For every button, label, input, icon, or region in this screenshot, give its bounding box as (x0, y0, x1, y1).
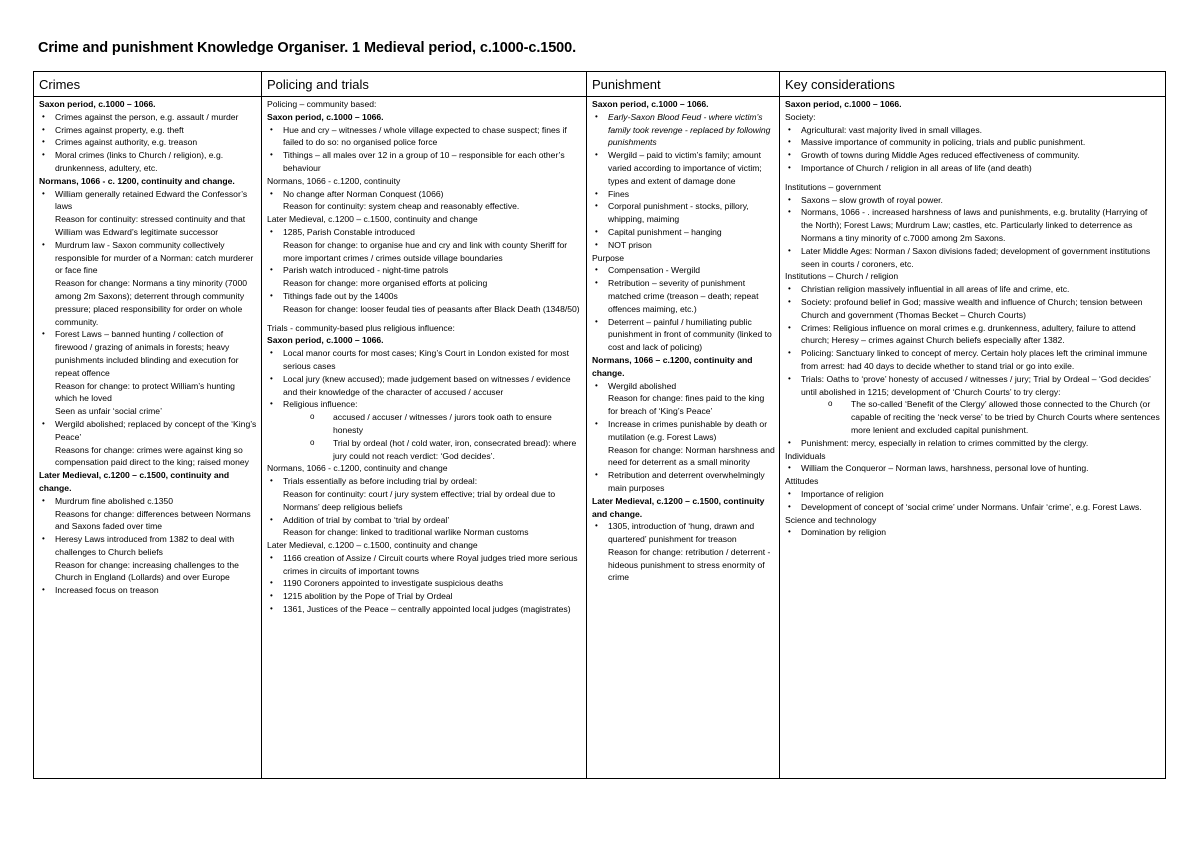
bullet-icon: • (42, 124, 45, 134)
section-label: Institutions – Church / religion (785, 271, 899, 282)
bullet-item (592, 239, 775, 252)
bullet-item (785, 437, 1161, 450)
period-heading: Normans, 1066 - c. 1200, continuity and change. (39, 175, 235, 186)
bullet-item (39, 495, 257, 508)
reason-text: Reason for change: increasing challenges to the Church in England (Lollards) and over Europe (55, 559, 239, 583)
bullet-icon: • (270, 290, 273, 300)
bullet-text: Christian religion massively influential in all areas of life and crime, etc. (801, 284, 1070, 295)
bullet-icon: • (788, 463, 791, 473)
bullet-text: Trials essentially as before including trial by ordeal: (283, 476, 478, 487)
section-label: Normans, 1066 - c.1200, continuity and change (267, 463, 448, 474)
reason-text: Reason for change: retribution / deterrent - hideous punishment to stress enormity of crime (608, 546, 771, 583)
reason-text: Reason for continuity: system cheap and reasonably effective. (283, 201, 520, 212)
bullet-text: 1285, Parish Constable introduced (283, 226, 415, 237)
bullet-icon: • (595, 111, 598, 121)
bullet-text: Importance of Church / religion in all areas of life (and death) (801, 162, 1032, 173)
bullet-icon: • (270, 188, 273, 198)
bullet-text: Deterrent – painful / humiliating public punishment in front of community (linked to cost and lack of policing) (608, 316, 772, 353)
reason-text: Seen as unfair ‘social crime’ (55, 406, 162, 417)
bullet-text: Development of concept of ‘social crime’ under Normans. Unfair ‘crime’, e.g. Forest Laws. (801, 501, 1142, 512)
bullet-item (592, 264, 775, 277)
bullet-item (785, 206, 1161, 244)
bullet-icon: • (270, 604, 273, 614)
sub-bullet-item (785, 398, 1161, 436)
reason-text: Reasons for change: differences between Normans and Saxons faded over time (55, 508, 251, 532)
bullet-item (267, 226, 582, 239)
bullet-icon: • (42, 137, 45, 147)
bullet-item (39, 188, 257, 214)
bullet-item (39, 328, 257, 379)
bullet-item (785, 136, 1161, 149)
bullet-icon: • (788, 437, 791, 447)
bullet-text: 1361, Justices of the Peace – centrally appointed local judges (magistrates) (283, 604, 571, 615)
period-heading: Later Medieval, c.1200 – c.1500, continuity and change. (592, 495, 765, 519)
bullet-item (39, 136, 257, 149)
bullet-item (785, 149, 1161, 162)
bullet-item (785, 283, 1161, 296)
reason-text: Reason for change: fines paid to the king for breach of ‘King’s Peace’ (608, 393, 765, 417)
bullet-text: Heresy Laws introduced from 1382 to deal with challenges to Church beliefs (55, 534, 235, 557)
bullet-item (592, 380, 775, 393)
bullet-text: Tithings – all males over 12 in a group of 10 – responsible for each other’s behaviour (283, 150, 565, 173)
bullet-text: The so-called ‘Benefit of the Clergy’ allowed those connected to the Church (or capable of reciting the ‘neck verse’ to be tried by Church Courts where sentences more lenient and excluded capital punishment. (851, 399, 1160, 435)
bullet-icon: • (595, 201, 598, 211)
section-label: Policing – community based: (267, 99, 377, 109)
crimes-content (39, 98, 257, 776)
bullet-text: 1305, introduction of ‘hung, drawn and quartered’ punishment for treason (608, 521, 755, 545)
bullet-text: Society: profound belief in God; massive wealth and influence of Church; tension between Church and government (Thomas Becket – Church Courts) (801, 296, 1143, 320)
bullet-item (785, 194, 1161, 207)
bullet-text: Later Middle Ages: Norman / Saxon divisions faded; development of government institutions seen in courts / coroners, etc. (801, 245, 1151, 269)
section-label: Later Medieval, c.1200 – c.1500, continuity and change (267, 214, 478, 225)
sub-bullet-icon: o (310, 412, 315, 422)
header-punishment: Punishment (587, 72, 780, 97)
bullet-item (785, 462, 1161, 475)
bullet-icon: • (788, 348, 791, 358)
bullet-text: Hue and cry – witnesses / whole village expected to chase suspect; fines if failed to do so: no organised police force (283, 124, 567, 148)
section-label: Science and technology (785, 514, 877, 525)
bullet-icon: • (595, 239, 598, 249)
bullet-item (592, 316, 775, 354)
bullet-item (592, 277, 775, 315)
section-label: Institutions – government (785, 181, 882, 192)
bullet-text: Murdrum law - Saxon community collectively responsible for murder of a Norman: catch murderer or face fine (55, 239, 254, 276)
bullet-icon: • (788, 488, 791, 498)
bullet-icon: • (595, 418, 598, 428)
organiser-table (33, 71, 1166, 779)
section-label: Society: (785, 111, 816, 122)
bullet-icon: • (595, 265, 598, 275)
bullet-item (267, 290, 582, 303)
bullet-icon: • (788, 322, 791, 332)
bullet-text: Importance of religion (801, 488, 884, 499)
bullet-text: William the Conqueror – Norman laws, harshness, personal love of hunting. (801, 463, 1089, 474)
bullet-icon: • (788, 373, 791, 383)
bullet-icon: • (42, 585, 45, 595)
bullet-text: Crimes against the person, e.g. assault / murder (55, 111, 239, 122)
bullet-icon: • (270, 552, 273, 562)
bullet-item (592, 469, 775, 495)
bullet-item (39, 418, 257, 444)
bullet-text: Forest Laws – banned hunting / collection of firewood / grazing of animals in forests; heavy punishments included blinding and execution for repeat offence (55, 329, 239, 378)
bullet-text: Normans, 1066 - . increased harshness of laws and punishments, e.g. brutality (Harrying of the North); Forest Laws; Murdrum Law; castles, etc. Particularly linked to deterrence as Normans a tiny minority of c.7000 among 2m Saxons. (801, 207, 1148, 243)
section-label: Individuals (785, 450, 826, 461)
sub-bullet-icon: o (828, 399, 833, 409)
key-considerations-column (780, 97, 1166, 779)
bullet-text: Early-Saxon Blood Feud - where victim’s family took revenge - replaced by following punishments (608, 111, 771, 148)
bullet-text: 1215 abolition by the Pope of Trial by Ordeal (283, 591, 453, 602)
page-title: Crime and punishment Knowledge Organiser. 1 Medieval period, c.1000-c.1500. (38, 40, 577, 56)
bullet-item (267, 514, 582, 527)
bullet-icon: • (788, 527, 791, 537)
bullet-text: No change after Norman Conquest (1066) (283, 188, 444, 199)
bullet-text: Retribution – severity of punishment matched crime (treason – death; repeat offences maiming, etc.) (608, 278, 759, 314)
period-heading: Later Medieval, c.1200 – c.1500, continuity and change. (39, 470, 230, 493)
header-row (34, 72, 1166, 97)
bullet-icon: • (595, 188, 598, 198)
reason-text: Reason for change: Norman harshness and need for deterrent as a small minority (608, 444, 775, 468)
bullet-text: Parish watch introduced - night-time patrols (283, 265, 449, 276)
bullet-icon: • (788, 296, 791, 306)
bullet-icon: • (788, 124, 791, 134)
sub-bullet-item (267, 437, 582, 463)
bullet-text: Moral crimes (links to Church / religion), e.g. drunkenness, adultery, etc. (55, 150, 224, 173)
period-heading: Normans, 1066 – c.1200, continuity and change. (592, 354, 753, 378)
bullet-icon: • (270, 124, 273, 134)
bullet-text: Massive importance of community in policing, trials and public punishment. (801, 137, 1086, 148)
bullet-item (785, 124, 1161, 137)
bullet-text: William generally retained Edward the Confessor’s laws (55, 188, 248, 212)
bullet-text: 1190 Coroners appointed to investigate suspicious deaths (283, 578, 504, 589)
bullet-item (267, 398, 582, 411)
content-row (34, 97, 1166, 779)
bullet-text: Trials: Oaths to ‘prove’ honesty of accused / witnesses / jury; Trial by Ordeal – ‘God decides’ until abolished in 1215; development of ‘Church Courts’ to try clergy: (801, 373, 1151, 397)
bullet-item (267, 149, 582, 175)
crimes-column (34, 97, 262, 779)
bullet-text: Growth of towns during Middle Ages reduced effectiveness of community. (801, 150, 1080, 161)
bullet-text: Capital punishment – hanging (608, 226, 722, 237)
section-label: Purpose (592, 252, 625, 263)
bullet-icon: • (270, 226, 273, 236)
period-heading: Saxon period, c.1000 – 1066. (39, 99, 156, 109)
bullet-icon: • (42, 188, 45, 198)
bullet-item (39, 111, 257, 124)
key-considerations-content (785, 98, 1161, 776)
bullet-text: Fines (608, 188, 630, 199)
bullet-icon: • (42, 239, 45, 249)
bullet-item (785, 373, 1161, 399)
bullet-icon: • (788, 162, 791, 172)
bullet-icon: • (788, 137, 791, 147)
bullet-item (785, 245, 1161, 271)
bullet-icon: • (270, 578, 273, 588)
bullet-icon: • (595, 470, 598, 480)
bullet-icon: • (595, 226, 598, 236)
reason-text: Reason for continuity: court / jury system effective; trial by ordeal due to Normans’ deep religious beliefs (283, 488, 556, 512)
bullet-item (592, 149, 775, 187)
policing-content (267, 98, 582, 776)
bullet-item (267, 347, 582, 373)
bullet-text: Increase in crimes punishable by death or mutilation (e.g. Forest Laws) (608, 418, 768, 442)
bullet-text: Increased focus on treason (55, 585, 159, 596)
bullet-icon: • (270, 399, 273, 409)
bullet-icon: • (270, 348, 273, 358)
bullet-icon: • (788, 284, 791, 294)
bullet-icon: • (595, 150, 598, 160)
section-label: Normans, 1066 - c.1200, continuity (267, 175, 401, 186)
bullet-text: 1166 creation of Assize / Circuit courts where Royal judges tried more serious crimes in circuits of important towns (283, 552, 578, 576)
sub-bullet-item (267, 411, 582, 437)
bullet-text: Corporal punishment - stocks, pillory, whipping, maiming (608, 201, 749, 225)
bullet-item (592, 188, 775, 201)
period-heading: Saxon period, c.1000 – 1066. (592, 99, 709, 109)
bullet-item (39, 533, 257, 559)
bullet-text: Wergild abolished (608, 380, 677, 391)
bullet-item (267, 124, 582, 150)
bullet-item (267, 590, 582, 603)
bullet-item (785, 501, 1161, 514)
bullet-text: Addition of trial by combat to ‘trial by ordeal’ (283, 514, 450, 525)
bullet-item (267, 373, 582, 399)
period-heading: Saxon period, c.1000 – 1066. (267, 335, 384, 346)
reason-text: Reason for change: linked to traditional warlike Norman customs (283, 527, 529, 538)
bullet-item (39, 149, 257, 175)
reason-text: Reason for change: more organised efforts at policing (283, 278, 488, 289)
policing-column (262, 97, 587, 779)
bullet-text: Crimes against authority, e.g. treason (55, 137, 198, 148)
bullet-text: Domination by religion (801, 527, 887, 538)
bullet-icon: • (42, 534, 45, 544)
bullet-icon: • (595, 278, 598, 288)
bullet-icon: • (42, 495, 45, 505)
bullet-icon: • (595, 380, 598, 390)
reason-text: Reason for change: to organise hue and cry and link with county Sheriff for more important crimes / crimes outside village boundaries (283, 239, 568, 263)
bullet-text: Wergild abolished; replaced by concept of the ‘King’s Peace’ (55, 418, 257, 442)
bullet-text: Local jury (knew accused); made judgement based on witnesses / evidence and their knowledge of the character of accused / accuser (283, 373, 571, 397)
bullet-item (39, 584, 257, 597)
bullet-icon: • (788, 501, 791, 511)
bullet-icon: • (42, 150, 45, 160)
bullet-icon: • (595, 316, 598, 326)
bullet-icon: • (788, 194, 791, 204)
bullet-icon: • (270, 476, 273, 486)
bullet-text: Crimes against property, e.g. theft (55, 124, 184, 135)
period-heading: Saxon period, c.1000 – 1066. (785, 99, 902, 109)
bullet-item (267, 188, 582, 201)
sub-bullet-icon: o (310, 437, 315, 447)
bullet-item (592, 200, 775, 226)
bullet-icon: • (788, 150, 791, 160)
bullet-text: Compensation - Wergild (608, 265, 701, 276)
bullet-icon: • (270, 150, 273, 160)
punishment-content (592, 98, 775, 776)
bullet-item (785, 322, 1161, 348)
bullet-icon: • (42, 111, 45, 121)
bullet-item (267, 603, 582, 616)
bullet-text: Policing: Sanctuary linked to concept of mercy. Certain holy places left the criminal immune from arrest: had 40 days to decide whether to stand trial or go into exile. (801, 348, 1148, 371)
bullet-item (267, 577, 582, 590)
header-key-considerations: Key considerations (780, 72, 1166, 97)
bullet-item (39, 239, 257, 277)
bullet-item (785, 347, 1161, 373)
bullet-icon: • (270, 591, 273, 601)
reason-text: Reason for change: Normans a tiny minority (7000 among 2m Saxons); deterrent through community pressure; placed responsibility for order on whole community. (55, 278, 248, 327)
bullet-text: Wergild – paid to victim’s family; amount varied according to importance of victim; types and extent of damage done (608, 150, 762, 186)
bullet-text: Tithings fade out by the 1400s (283, 290, 398, 301)
bullet-item (267, 552, 582, 578)
punishment-column (587, 97, 780, 779)
bullet-text: Retribution and deterrent overwhelmingly main purposes (608, 470, 765, 493)
reason-text: Reason for change: to protect William’s hunting which he loved (55, 380, 235, 404)
section-label: Attitudes (785, 476, 819, 487)
bullet-item (785, 162, 1161, 175)
bullet-icon: • (42, 329, 45, 339)
bullet-icon: • (788, 245, 791, 255)
bullet-text: Agricultural: vast majority lived in small villages. (801, 124, 983, 135)
bullet-item (267, 264, 582, 277)
bullet-item (785, 526, 1161, 539)
reason-text: Reasons for change: crimes were against king so compensation paid direct to the king; raised money (55, 444, 249, 468)
bullet-text: NOT prison (608, 239, 652, 250)
bullet-item (592, 111, 775, 149)
bullet-icon: • (270, 514, 273, 524)
reason-text: Reason for change: looser feudal ties of peasants after Black Death (1348/50) (283, 303, 580, 314)
reason-text: Reason for continuity: stressed continuity and that William was Edward’s legitimate successor (55, 214, 246, 237)
period-heading: Saxon period, c.1000 – 1066. (267, 111, 384, 122)
bullet-text: Murdrum fine abolished c.1350 (55, 495, 173, 506)
section-label: Trials - community-based plus religious influence: (267, 322, 455, 333)
bullet-item (592, 520, 775, 546)
bullet-icon: • (42, 418, 45, 428)
bullet-text: Religious influence: (283, 399, 358, 410)
bullet-item (785, 488, 1161, 501)
bullet-text: Punishment: mercy, especially in relation to crimes committed by the clergy. (801, 437, 1089, 448)
bullet-item (267, 475, 582, 488)
bullet-text: Saxons – slow growth of royal power. (801, 194, 943, 205)
bullet-icon: • (270, 373, 273, 383)
bullet-item (39, 124, 257, 137)
bullet-text: Local manor courts for most cases; King’s Court in London existed for most serious cases (283, 348, 569, 371)
bullet-item (592, 226, 775, 239)
bullet-item (785, 296, 1161, 322)
bullet-text: Crimes: Religious influence on moral crimes e.g. drunkenness, adultery, failure to attend church; Heresy – crimes against Church beliefs especially after 1382. (801, 322, 1136, 346)
bullet-icon: • (788, 207, 791, 217)
bullet-text: accused / accuser / witnesses / jurors took oath to ensure honesty (333, 412, 552, 435)
bullet-icon: • (270, 265, 273, 275)
bullet-text: Trial by ordeal (hot / cold water, iron, consecrated bread): where jury could not reach verdict: ‘God decides’. (333, 437, 577, 461)
section-label: Later Medieval, c.1200 – c.1500, continuity and change (267, 540, 478, 551)
header-policing-and-trials: Policing and trials (262, 72, 587, 97)
bullet-icon: • (595, 521, 598, 531)
bullet-item (592, 418, 775, 444)
header-crimes: Crimes (34, 72, 262, 97)
